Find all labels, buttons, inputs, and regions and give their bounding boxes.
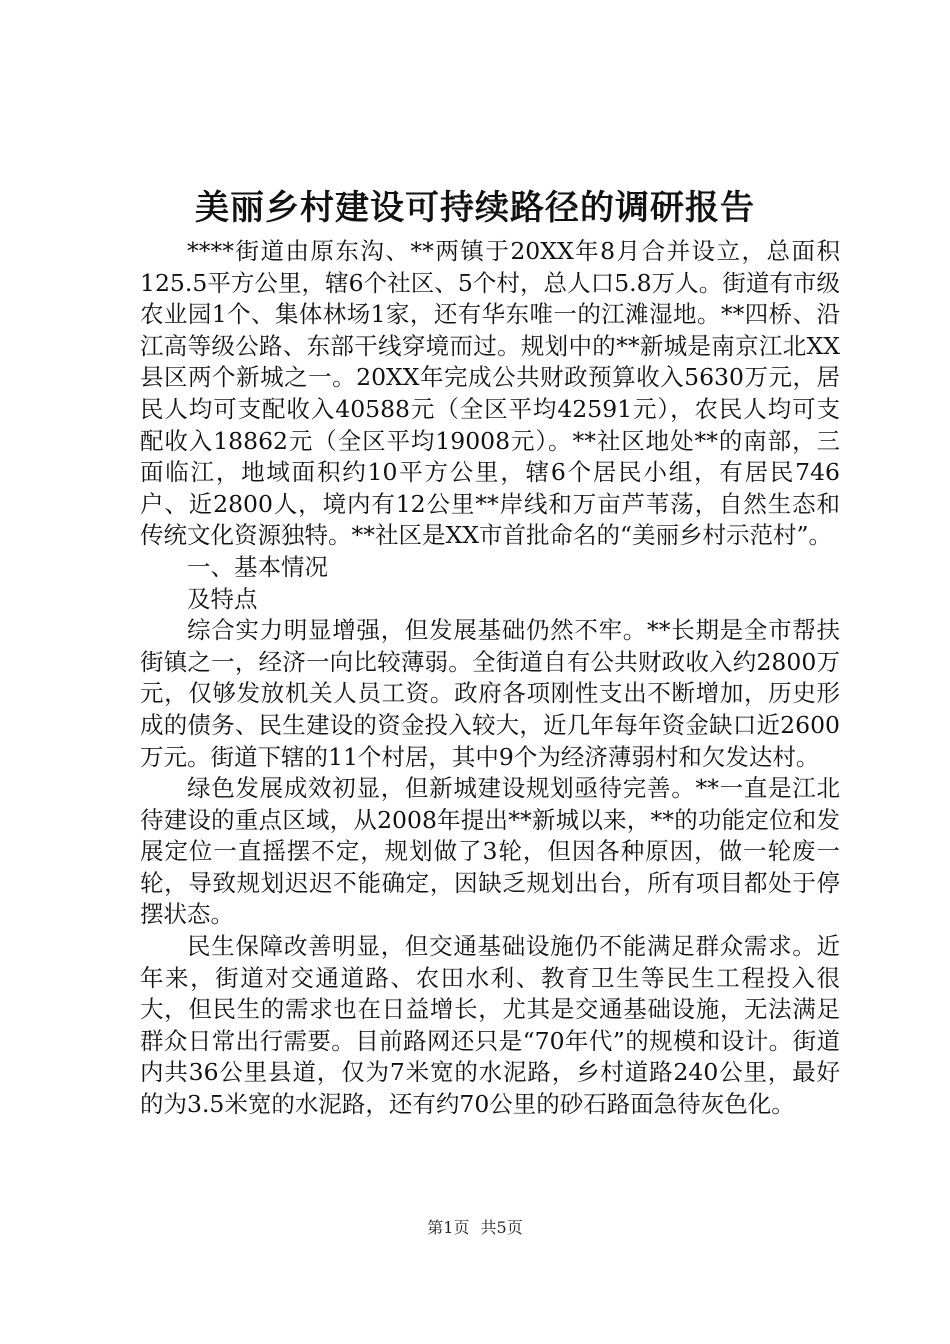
paragraph-green-development: 绿色发展成效初显，但新城建设规划亟待完善。**一直是江北待建设的重点区域，从2008年提出**新城以来，**的功能定位和发展定位一直摇摆不定，规划做了3轮，但因各种原因，做一轮废一轮，导致规划迟迟不能确定，因缺乏规划出台，所有项目都处于停摆状态。 [140, 774, 840, 929]
page-footer [0, 1215, 950, 1238]
paragraph-livelihood: 民生保障改善明显，但交通基础设施仍不能满足群众需求。近年来，街道对交通道路、农田水利、教育卫生等民生工程投入很大，但民生的需求也在日益增长，尤其是交通基础设施，无法满足群众日常出行需要。目前路网还只是“70年代”的规模和设计。街道内共36公里县道，仅为7米宽的水泥路，乡村道路240公里，最好的为3.5米宽的水泥路，还有约70公里的砂石路面急待灰色化。 [140, 932, 840, 1119]
intro-paragraph: ****街道由原东沟、**两镇于20XX年8月合并设立，总面积125.5平方公里，辖6个社区、5个村，总人口5.8万人。街道有市级农业园1个、集体林场1家，还有华东唯一的江滩湿地。**四桥、沿江高等级公路、东部干线穿境而过。规划中的**新城是南京江北XX县区两个新城之一。20XX年完成公共财政预算收入5630万元，居民人均可支配收入40588元（全区平均42591元），农民人均可支配收入18862元（全区平均19008元）。**社区地处**的南部，三面临江，地域面积约10平方公里，辖6个居民小组，有居民746户、近2800人，境内有12公里**岸线和万亩芦苇荡，自然生态和传统文化资源独特。**社区是XX市首批命名的“美丽乡村示范村”。 [140, 237, 840, 550]
page-total: 共5页 [480, 1218, 523, 1237]
section-heading: 一、基本情况 [187, 552, 328, 581]
document-title: 美丽乡村建设可持续路径的调研报告 [195, 188, 755, 228]
section-heading-continued: 及特点 [187, 584, 258, 613]
document-body [140, 236, 840, 1121]
paragraph-economy: 综合实力明显增强，但发展基础仍然不牢。**长期是全市帮扶街镇之一，经济一向比较薄弱。全街道自有公共财政收入约2800万元，仅够发放机关人员工资。政府各项刚性支出不断增加，历史形成的债务、民生建设的资金投入较大，近几年每年资金缺口近2600万元。街道下辖的11个村居，其中9个为经济薄弱村和欠发达村。 [140, 616, 840, 771]
page-number: 第1页 [427, 1218, 470, 1237]
